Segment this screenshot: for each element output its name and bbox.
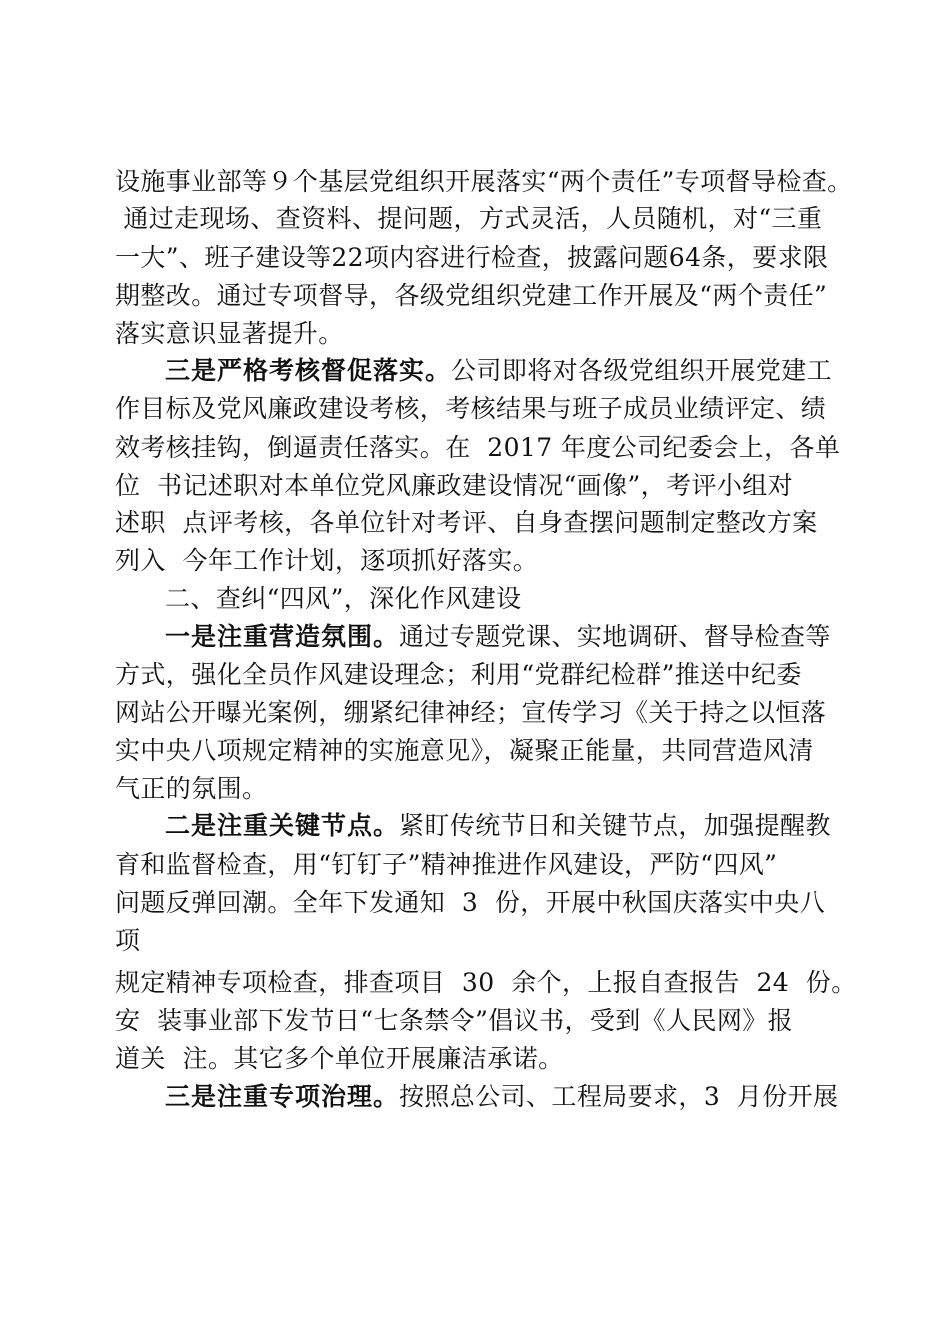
paragraph-line-18 bbox=[165, 806, 831, 846]
paragraph-line-11: 列入 今年工作计划，逐项抓好落实。 bbox=[115, 546, 539, 575]
bold-lead: 三是严格考核督促落实。 bbox=[165, 356, 452, 385]
paragraph-line-16: 实中央八项规定精神的实施意见》，凝聚正能量，共同营造风清 bbox=[115, 736, 814, 765]
line-text: 公司即将对各级党组织开展党建工 bbox=[451, 356, 833, 385]
paragraph-line-24: 道关 注。其它多个单位开展廉洁承诺。 bbox=[115, 1044, 564, 1073]
paragraph-line-7: 作目标及党风廉政建设考核，考核结果与班子成员业绩评定、绩 bbox=[115, 394, 827, 423]
bold-lead: 一是注重营造氛围。 bbox=[165, 622, 400, 651]
paragraph-line-8: 效考核挂钩，倒逼责任落实。在 2017 年度公司纪委会上，各单 bbox=[115, 433, 841, 462]
paragraph-line-14: 方式，强化全员作风建设理念；利用“党群纪检群”推送中纪委 bbox=[115, 660, 802, 689]
paragraph-line-10: 述职 点评考核，各单位针对考评、自身查摆问题制定整改方案 bbox=[115, 508, 818, 537]
paragraph-line-19: 育和监督检查，用“钉钉子”精神推进作风建设，严防“四风” bbox=[115, 850, 778, 879]
paragraph-line-3: 一大”、班子建设等22项内容进行检查，披露问题64条，要求限 bbox=[115, 243, 829, 272]
paragraph-line-23: 安 装事业部下发节日“七条禁令”倡议书，受到《人民网》报 bbox=[115, 1006, 794, 1035]
bold-lead: 三是注重专项治理。 bbox=[165, 1082, 400, 1111]
line-text: 紧盯传统节日和关键节点，加强提醒教 bbox=[399, 811, 831, 840]
paragraph-line-2: 通过走现场、查资料、提问题，方式灵活，人员随机，对“三重 bbox=[115, 204, 823, 233]
paragraph-line-6 bbox=[165, 351, 832, 391]
paragraph-line-9: 位 书记述职对本单位党风廉政建设情况“画像”，考评小组对 bbox=[115, 471, 794, 500]
paragraph-line-25 bbox=[165, 1077, 838, 1117]
paragraph-line-4: 期整改。通过专项督导，各级党组织党建工作开展及“两个责任” bbox=[115, 281, 828, 310]
paragraph-line-17: 气正的氛围。 bbox=[115, 774, 268, 803]
line-text: 按照总公司、工程局要求，3 月份开展 bbox=[399, 1082, 839, 1111]
paragraph-line-15: 网站公开曝光案例，绷紧纪律神经；宣传学习《关于持之以恒落 bbox=[115, 698, 827, 727]
section-heading: 二、查纠“四风”，深化作风建设 bbox=[165, 584, 522, 613]
paragraph-line-13 bbox=[165, 617, 831, 657]
line-text: 通过专题党课、实地调研、督导检查等 bbox=[399, 622, 831, 651]
paragraph-line-5: 落实意识显著提升。 bbox=[115, 319, 344, 348]
bold-lead: 二是注重关键节点。 bbox=[165, 811, 400, 840]
paragraph-line-20: 问题反弹回潮。全年下发通知 3 份，开展中秋国庆落实中央八 bbox=[115, 888, 826, 917]
paragraph-line-22: 规定精神专项检查，排查项目 30 余个，上报自查报告 24 份。 bbox=[115, 968, 857, 997]
paragraph-line-21: 项 bbox=[115, 926, 141, 955]
paragraph-line-1: 设施事业部等９个基层党组织开展落实“两个责任”专项督导检查。 bbox=[115, 167, 853, 196]
